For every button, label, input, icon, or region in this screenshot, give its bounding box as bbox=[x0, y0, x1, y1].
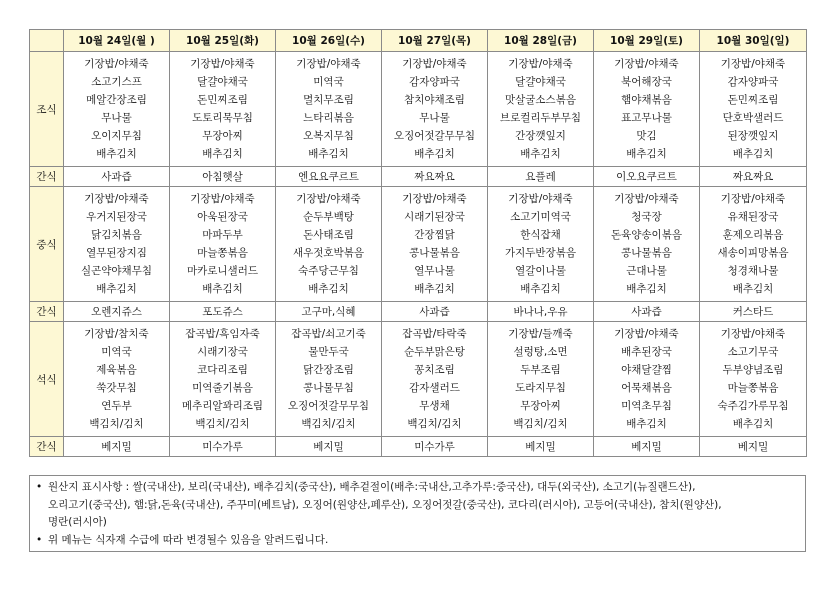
menu-item: 무장아찌 bbox=[520, 400, 561, 412]
weekly-menu-table bbox=[29, 29, 807, 457]
menu-item: 오징어젓갈무무침 bbox=[393, 130, 476, 142]
menu-item: 배추김치 bbox=[626, 148, 667, 160]
menu-item: 백김치/김치 bbox=[407, 418, 462, 430]
date-header-3: 10월 27일(목) bbox=[382, 30, 488, 52]
menu-item: 햄야채볶음 bbox=[621, 94, 672, 106]
menu-cell bbox=[382, 167, 488, 187]
menu-item: 배추김치 bbox=[308, 148, 349, 160]
menu-item: 마카로니샐러드 bbox=[186, 265, 258, 277]
menu-item: 백김치/김치 bbox=[89, 418, 144, 430]
menu-item: 오징어젓갈무무침 bbox=[287, 400, 370, 412]
menu-item: 코다리조림 bbox=[197, 364, 248, 376]
menu-item: 두부양념조림 bbox=[722, 364, 784, 376]
menu-item: 어묵채볶음 bbox=[621, 382, 672, 394]
menu-item: 열무나물 bbox=[414, 265, 455, 277]
menu-cell bbox=[382, 52, 488, 167]
menu-cell bbox=[594, 302, 700, 322]
menu-item: 무나물 bbox=[419, 112, 450, 124]
meal-label: 간식 bbox=[30, 302, 64, 322]
menu-item: 배추김치 bbox=[414, 148, 455, 160]
origin-note-line-1: • 원산지 표시사항 : 쌀(국내산), 보리(국내산), 배추김치(중국산), 배추겉절이(배추:국내산,고추가루:중국산), 대두(외국산), 소고기(뉴질랜드산), bbox=[36, 479, 799, 497]
menu-item: 배추김치 bbox=[308, 283, 349, 295]
menu-item: 무나물 bbox=[101, 112, 132, 124]
menu-item: 잡곡밥/타락죽 bbox=[402, 328, 467, 340]
menu-item: 기장밥/야채죽 bbox=[614, 58, 679, 70]
menu-item: 브로컬리두부무침 bbox=[499, 112, 582, 124]
menu-item: 우거지된장국 bbox=[86, 211, 147, 223]
menu-item: 기장밥/야채죽 bbox=[402, 58, 467, 70]
menu-cell bbox=[488, 302, 594, 322]
menu-item: 콩나물볶음 bbox=[409, 247, 460, 259]
menu-item: 새송이피망볶음 bbox=[717, 247, 789, 259]
menu-cell bbox=[700, 322, 807, 437]
menu-cell bbox=[700, 437, 807, 457]
menu-item: 도토리묵무침 bbox=[192, 112, 253, 124]
menu-item: 메알간장조림 bbox=[86, 94, 147, 106]
menu-item: 배추김치 bbox=[732, 283, 774, 295]
menu-item: 닭간장조림 bbox=[303, 364, 354, 376]
menu-item: 아침햇살 bbox=[202, 170, 243, 183]
menu-item: 배추김치 bbox=[626, 283, 667, 295]
menu-item: 사과즙 bbox=[631, 305, 662, 318]
menu-item: 미역초무침 bbox=[621, 400, 672, 412]
date-header-1: 10월 25일(화) bbox=[170, 30, 276, 52]
meal-row bbox=[30, 52, 807, 167]
meal-row bbox=[30, 187, 807, 302]
menu-item: 간장찜닭 bbox=[414, 229, 455, 241]
menu-item: 기장밥/야채죽 bbox=[84, 58, 149, 70]
menu-item: 메추리알꽈리조림 bbox=[181, 400, 264, 412]
menu-cell bbox=[488, 437, 594, 457]
menu-item: 청경채나물 bbox=[727, 265, 779, 277]
menu-item: 맛살굴소스볶음 bbox=[504, 94, 576, 106]
menu-cell bbox=[700, 187, 807, 302]
menu-cell bbox=[64, 437, 170, 457]
menu-cell bbox=[594, 187, 700, 302]
menu-item: 베지밀 bbox=[313, 440, 344, 453]
menu-item: 사과즙 bbox=[101, 170, 132, 183]
menu-item: 가지두반장볶음 bbox=[504, 247, 576, 259]
menu-cell bbox=[488, 52, 594, 167]
menu-item: 아욱된장국 bbox=[197, 211, 248, 223]
menu-item: 오이지무침 bbox=[91, 130, 142, 142]
menu-item: 콩나물무침 bbox=[303, 382, 354, 394]
menu-cell bbox=[488, 322, 594, 437]
menu-item: 잡곡밥/흑임자죽 bbox=[185, 328, 260, 340]
menu-item: 기장밥/야채죽 bbox=[84, 193, 149, 205]
menu-item: 새우젓호박볶음 bbox=[292, 247, 364, 259]
meal-label: 중식 bbox=[30, 187, 64, 302]
origin-note-line-3: 명란(러시아) bbox=[48, 516, 107, 528]
menu-cell bbox=[276, 52, 382, 167]
menu-body bbox=[30, 52, 807, 457]
menu-item: 기장밥/야채죽 bbox=[614, 193, 679, 205]
menu-cell bbox=[594, 437, 700, 457]
menu-cell bbox=[170, 437, 276, 457]
meal-label: 간식 bbox=[30, 437, 64, 457]
menu-cell bbox=[64, 167, 170, 187]
change-notice: • 위 메뉴는 식자재 수급에 따라 변경될수 있음을 알려드립니다. bbox=[36, 532, 799, 550]
menu-item: 닭김치볶음 bbox=[91, 229, 142, 241]
menu-item: 엔요요쿠르트 bbox=[298, 170, 359, 183]
menu-cell bbox=[276, 187, 382, 302]
menu-item: 감자양파국 bbox=[727, 76, 779, 88]
menu-cell bbox=[700, 52, 807, 167]
menu-item: 유채된장국 bbox=[727, 211, 779, 223]
meal-label: 간식 bbox=[30, 167, 64, 187]
menu-cell bbox=[276, 437, 382, 457]
menu-item: 포도쥬스 bbox=[202, 305, 243, 318]
menu-item: 배추김치 bbox=[520, 148, 561, 160]
bullet-icon: • bbox=[36, 481, 43, 493]
menu-item: 베지밀 bbox=[101, 440, 132, 453]
menu-item: 느타리볶음 bbox=[303, 112, 354, 124]
menu-cell bbox=[382, 437, 488, 457]
menu-cell bbox=[276, 322, 382, 437]
menu-item: 미역줄기볶음 bbox=[192, 382, 253, 394]
snack-row bbox=[30, 437, 807, 457]
date-header-2: 10월 26일(수) bbox=[276, 30, 382, 52]
menu-item: 순두부맑은탕 bbox=[404, 346, 465, 358]
menu-item: 배추김치 bbox=[96, 283, 137, 295]
menu-item: 무장아찌 bbox=[202, 130, 243, 142]
menu-item: 기장밥/참치죽 bbox=[84, 328, 149, 340]
menu-item: 달걀야채국 bbox=[515, 76, 566, 88]
menu-item: 배추김치 bbox=[626, 418, 667, 430]
meal-row bbox=[30, 322, 807, 437]
menu-item: 베지밀 bbox=[631, 440, 662, 453]
menu-item: 물만두국 bbox=[308, 346, 349, 358]
menu-item: 소고기스프 bbox=[91, 76, 142, 88]
menu-item: 야채달걀찜 bbox=[621, 364, 672, 376]
notes-box bbox=[29, 475, 806, 552]
menu-item: 돈민찌조림 bbox=[727, 94, 779, 106]
menu-item: 근대나물 bbox=[626, 265, 667, 277]
menu-item: 짜요짜요 bbox=[414, 170, 455, 183]
menu-item: 잡곡밥/쇠고기죽 bbox=[291, 328, 366, 340]
menu-cell bbox=[64, 52, 170, 167]
menu-item: 순두부백탕 bbox=[303, 211, 354, 223]
menu-cell bbox=[594, 322, 700, 437]
menu-item: 고구마,식혜 bbox=[301, 305, 356, 318]
menu-cell bbox=[594, 52, 700, 167]
menu-item: 기장밥/야채죽 bbox=[190, 193, 255, 205]
menu-item: 무생채 bbox=[419, 400, 450, 412]
menu-cell bbox=[170, 167, 276, 187]
menu-item: 숙주당근무침 bbox=[298, 265, 359, 277]
menu-item: 배추김치 bbox=[96, 148, 137, 160]
menu-item: 배추김치 bbox=[732, 148, 774, 160]
menu-cell bbox=[64, 322, 170, 437]
menu-item: 멸치무조림 bbox=[303, 94, 354, 106]
menu-cell bbox=[170, 302, 276, 322]
menu-item: 표고무나물 bbox=[621, 112, 672, 124]
menu-item: 설렁탕,소면 bbox=[513, 346, 568, 358]
menu-item: 백김치/김치 bbox=[195, 418, 250, 430]
menu-item: 달걀야채국 bbox=[197, 76, 248, 88]
menu-item: 콩나물볶음 bbox=[621, 247, 672, 259]
menu-item: 감자양파국 bbox=[409, 76, 460, 88]
menu-item: 단호박샐러드 bbox=[722, 112, 784, 124]
menu-cell bbox=[276, 167, 382, 187]
menu-item: 마늘쫑볶음 bbox=[197, 247, 248, 259]
menu-item: 청국장 bbox=[631, 211, 662, 223]
meal-label: 조식 bbox=[30, 52, 64, 167]
menu-item: 배추김치 bbox=[202, 283, 243, 295]
menu-item: 두부조림 bbox=[520, 364, 561, 376]
menu-item: 간장깻잎지 bbox=[515, 130, 566, 142]
menu-item: 오렌지쥬스 bbox=[91, 305, 142, 318]
menu-item: 숙주김가루무침 bbox=[717, 400, 789, 412]
menu-item: 기장밥/야채죽 bbox=[720, 58, 786, 70]
snack-row bbox=[30, 302, 807, 322]
date-header-0: 10월 24일(월 ) bbox=[64, 30, 170, 52]
snack-row bbox=[30, 167, 807, 187]
menu-item: 짜요짜요 bbox=[732, 170, 774, 183]
menu-item: 제육볶음 bbox=[96, 364, 137, 376]
menu-cell bbox=[700, 302, 807, 322]
menu-item: 소고기무국 bbox=[727, 346, 779, 358]
menu-item: 돈사태조림 bbox=[303, 229, 354, 241]
menu-item: 감자샐러드 bbox=[409, 382, 460, 394]
menu-item: 백김치/김치 bbox=[301, 418, 356, 430]
meal-label: 석식 bbox=[30, 322, 64, 437]
menu-item: 열갈이나물 bbox=[515, 265, 566, 277]
menu-item: 소고기미역국 bbox=[510, 211, 571, 223]
menu-item: 배추김치 bbox=[520, 283, 561, 295]
menu-item: 기장밥/야채죽 bbox=[296, 58, 361, 70]
menu-cell bbox=[276, 302, 382, 322]
menu-item: 기장밥/야채죽 bbox=[614, 328, 679, 340]
menu-item: 기장밥/야채죽 bbox=[190, 58, 255, 70]
menu-item: 시래기된장국 bbox=[404, 211, 465, 223]
date-header-row bbox=[30, 30, 807, 52]
menu-cell bbox=[594, 167, 700, 187]
menu-item: 기장밥/야채죽 bbox=[720, 193, 786, 205]
menu-item: 요플레 bbox=[525, 170, 556, 183]
menu-cell bbox=[170, 52, 276, 167]
origin-note-line-2: 오리고기(중국산), 햄:닭,돈육(국내산), 주꾸미(베트남), 오징어(원양산,페루산), 오징어젓갈(중국산), 코다리(러시아), 고등어(국내산), 참치(원양산), bbox=[48, 498, 722, 511]
menu-cell bbox=[488, 167, 594, 187]
menu-item: 기장밥/야채죽 bbox=[720, 328, 786, 340]
menu-cell bbox=[64, 302, 170, 322]
menu-cell bbox=[382, 187, 488, 302]
menu-item: 백김치/김치 bbox=[513, 418, 568, 430]
menu-item: 연두부 bbox=[101, 400, 132, 412]
menu-item: 돈육양송이볶음 bbox=[610, 229, 682, 241]
menu-cell bbox=[700, 167, 807, 187]
menu-item: 북어해장국 bbox=[621, 76, 672, 88]
menu-item: 한식잡채 bbox=[520, 229, 561, 241]
menu-item: 미수가루 bbox=[202, 440, 243, 453]
menu-item: 기장밥/야채죽 bbox=[296, 193, 361, 205]
menu-cell bbox=[382, 322, 488, 437]
menu-item: 기장밥/들깨죽 bbox=[508, 328, 573, 340]
menu-item: 배추된장국 bbox=[621, 346, 672, 358]
menu-item: 기장밥/야채죽 bbox=[508, 58, 573, 70]
date-header-6: 10월 30일(일) bbox=[700, 30, 807, 52]
menu-item: 맛김 bbox=[636, 130, 657, 142]
menu-item: 사과즙 bbox=[419, 305, 450, 318]
menu-item: 배추김치 bbox=[732, 418, 774, 430]
menu-cell bbox=[488, 187, 594, 302]
menu-item: 실곤약야채무침 bbox=[80, 265, 152, 277]
menu-item: 미역국 bbox=[313, 76, 344, 88]
date-header-4: 10월 28일(금) bbox=[488, 30, 594, 52]
menu-item: 훈제오리볶음 bbox=[722, 229, 784, 241]
menu-item: 꽁치조림 bbox=[414, 364, 455, 376]
menu-item: 미수가루 bbox=[414, 440, 455, 453]
menu-item: 도라지무침 bbox=[515, 382, 566, 394]
menu-item: 쑥갓무침 bbox=[96, 382, 137, 394]
menu-item: 돈민찌조림 bbox=[197, 94, 248, 106]
menu-item: 된장깻잎지 bbox=[727, 130, 779, 142]
menu-item: 바나나,우유 bbox=[513, 305, 568, 318]
menu-item: 참치야채조림 bbox=[404, 94, 465, 106]
menu-item: 기장밥/야채죽 bbox=[402, 193, 467, 205]
menu-item: 마파두부 bbox=[202, 229, 243, 241]
menu-item: 기장밥/야채죽 bbox=[508, 193, 573, 205]
bullet-icon: • bbox=[36, 533, 43, 546]
header-corner bbox=[30, 30, 64, 52]
menu-item: 오복지무침 bbox=[303, 130, 354, 142]
menu-item: 시래기장국 bbox=[197, 346, 248, 358]
menu-cell bbox=[170, 322, 276, 437]
menu-item: 마늘쫑볶음 bbox=[727, 382, 779, 394]
menu-item: 베지밀 bbox=[525, 440, 556, 453]
menu-item: 커스타드 bbox=[732, 305, 774, 318]
menu-item: 베지밀 bbox=[737, 440, 769, 453]
menu-cell bbox=[170, 187, 276, 302]
menu-cell bbox=[64, 187, 170, 302]
date-header-5: 10월 29일(토) bbox=[594, 30, 700, 52]
menu-cell bbox=[382, 302, 488, 322]
menu-item: 배추김치 bbox=[202, 148, 243, 160]
menu-item: 미역국 bbox=[101, 346, 132, 358]
menu-item: 열무된장지짐 bbox=[86, 247, 147, 259]
menu-item: 배추김치 bbox=[414, 283, 455, 295]
menu-item: 이오요쿠르트 bbox=[616, 170, 677, 183]
